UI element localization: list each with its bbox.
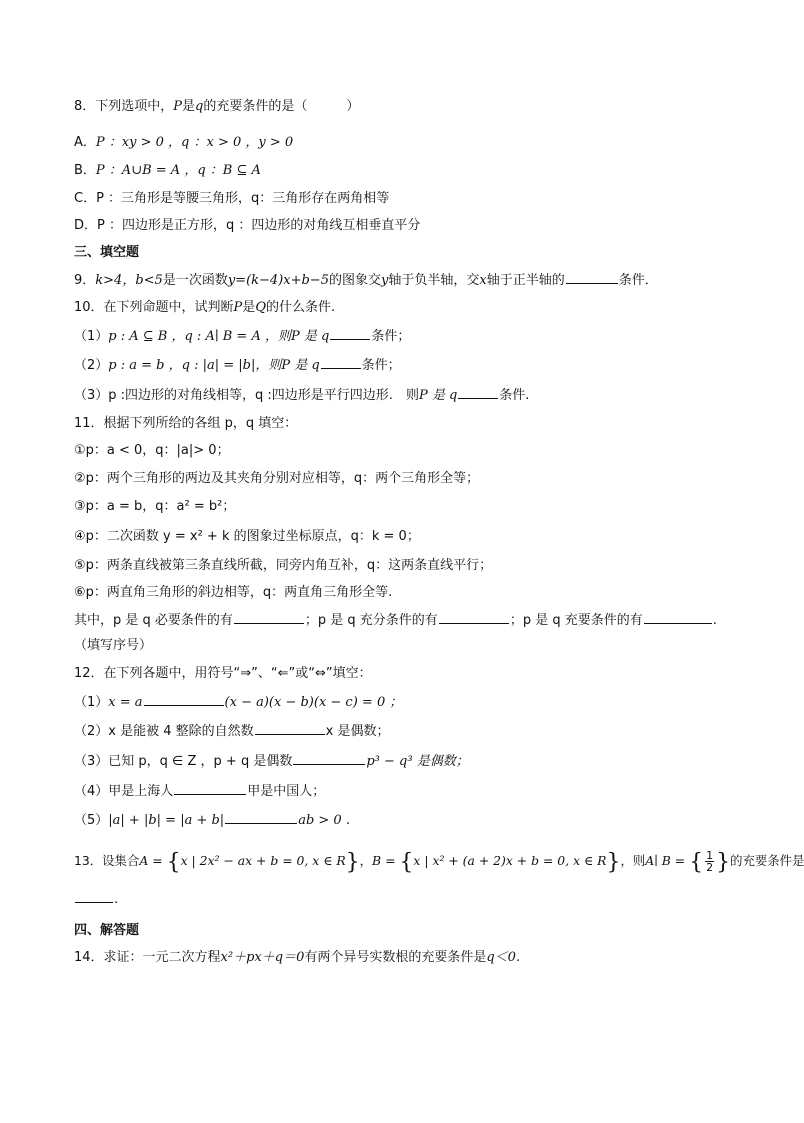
item-left: 已知 p，q ∈ Z ，p + q 是偶数 bbox=[108, 754, 293, 769]
item-number: （2） bbox=[74, 724, 109, 739]
q8-stem-p: P bbox=[173, 99, 183, 114]
q12-item-5 bbox=[74, 811, 350, 830]
option-label: A． bbox=[74, 135, 96, 150]
item-right: p³ − q³ 是偶数； bbox=[366, 754, 469, 769]
q14-line bbox=[74, 949, 520, 967]
q14-condition: q＜0. bbox=[486, 950, 521, 965]
right-brace-icon: } bbox=[606, 850, 621, 875]
summary-end: . bbox=[712, 613, 717, 628]
answer-blank[interactable] bbox=[225, 811, 297, 824]
q10-stem bbox=[74, 299, 335, 317]
q10-stem-text: 10．在下列命题中，试判断 bbox=[74, 300, 234, 315]
item-number: （1） bbox=[74, 695, 109, 710]
item-condition: p : A ⊆ B ，q : A∣ B = A ，则 bbox=[108, 329, 291, 344]
option-label: D． bbox=[74, 218, 98, 233]
answer-blank[interactable] bbox=[330, 327, 370, 340]
q11-item-6 bbox=[74, 584, 392, 602]
q9-formula: y=(k−4)x+b−5 bbox=[227, 273, 329, 288]
q10-item-2 bbox=[74, 356, 401, 375]
summary-text: 其中，p 是 q 必要条件的有 bbox=[74, 613, 233, 628]
answer-blank[interactable] bbox=[644, 611, 712, 624]
item-tail: P 是 q bbox=[418, 388, 458, 403]
item-tail-end: 条件. bbox=[499, 388, 530, 403]
item-condition: p : a = b ，q : |a| = |b|，则 bbox=[108, 358, 282, 373]
q9-text: 的图象交 bbox=[328, 273, 381, 288]
item-tail: P 是 q bbox=[290, 329, 330, 344]
q10-item-1 bbox=[74, 327, 410, 346]
q9-text: 条件． bbox=[618, 273, 658, 288]
option-label: B． bbox=[74, 163, 96, 178]
set-b-body: x | x² + (a + 2)x + b = 0, x ∈ R bbox=[413, 853, 607, 868]
item-left: x = a bbox=[108, 695, 143, 710]
item-left: |a| + |b| = |a + b| bbox=[108, 813, 225, 828]
item-left: 甲是上海人 bbox=[108, 784, 174, 799]
q11-item-5 bbox=[74, 557, 492, 575]
fraction-denominator: 2 bbox=[706, 861, 714, 874]
q9-line bbox=[74, 271, 658, 290]
q13-stem: 13．设集合 bbox=[74, 853, 140, 868]
item-right: x 是偶数； bbox=[325, 724, 390, 739]
q8-stem-q: q bbox=[195, 99, 204, 114]
item-tail-end: 条件； bbox=[371, 329, 411, 344]
q10-end: 的什么条件. bbox=[265, 300, 336, 315]
q10-p: P bbox=[233, 300, 243, 315]
q10-mid: 是 bbox=[242, 300, 256, 315]
summary-text: ；p 是 q 充要条件的有 bbox=[509, 613, 643, 628]
q11-summary bbox=[74, 611, 717, 630]
q9-var-y: y bbox=[380, 273, 389, 288]
q8-stem-end: 的充要条件的是（ ） bbox=[203, 99, 360, 114]
section-heading-fill-in: 三、填空题 bbox=[74, 245, 140, 260]
q12-item-1 bbox=[74, 693, 402, 712]
q11-stem: 11．根据下列所给的各组 p，q 填空： bbox=[74, 416, 298, 431]
item-text: p：两条直线被第三条直线所截，同旁内角互补，q：这两条直线平行； bbox=[85, 558, 493, 573]
q10-item-3 bbox=[74, 386, 529, 405]
q9-text: 是一次函数 bbox=[162, 273, 228, 288]
item-number: （2） bbox=[74, 358, 109, 373]
q12-stem: 12．在下列各题中，用符号“⇒”、“⇐”或“⇔”填空： bbox=[74, 666, 372, 681]
item-condition: p :四边形的对角线相等，q :四边形是平行四边形. 则 bbox=[108, 388, 419, 403]
option-content: P ：A∪B = A ，q ：B ⊆ A bbox=[95, 163, 261, 178]
q13-answer-line bbox=[74, 890, 118, 909]
answer-blank[interactable] bbox=[234, 611, 304, 624]
item-text: p：a < 0，q：|a|> 0； bbox=[85, 443, 230, 458]
item-tail: P 是 q bbox=[281, 358, 320, 373]
q11-item-3 bbox=[74, 498, 235, 516]
q8-option-d bbox=[74, 217, 420, 235]
answer-blank[interactable] bbox=[566, 271, 618, 284]
q8-option-a bbox=[74, 134, 293, 152]
q9-number: 9． bbox=[74, 273, 96, 288]
q10-q: Q bbox=[255, 300, 266, 315]
left-brace-icon: { bbox=[166, 850, 181, 875]
item-text: p：两个三角形的两边及其夹角分别对应相等，q：两个三角形全等； bbox=[85, 471, 480, 486]
set-a-label: A = bbox=[139, 853, 167, 868]
answer-blank[interactable] bbox=[439, 611, 509, 624]
circled-number: ⑤ bbox=[74, 558, 86, 573]
q9-var-x: x bbox=[479, 273, 487, 288]
circled-number: ④ bbox=[74, 529, 86, 544]
answer-blank[interactable] bbox=[174, 782, 246, 795]
q12-item-3 bbox=[74, 752, 469, 771]
circled-number: ① bbox=[74, 443, 86, 458]
item-text: p：二次函数 y = x² + k 的图象过坐标原点，q：k = 0； bbox=[85, 529, 420, 544]
item-left: x 是能被 4 整除的自然数 bbox=[108, 724, 254, 739]
q11-item-2 bbox=[74, 470, 479, 488]
set-b-label: B = bbox=[372, 853, 400, 868]
answer-blank[interactable] bbox=[255, 722, 325, 735]
intersection-expr: A∣ B = bbox=[645, 853, 690, 868]
section-heading-answer: 四、解答题 bbox=[74, 923, 140, 938]
circled-number: ③ bbox=[74, 499, 86, 514]
answer-blank[interactable] bbox=[458, 386, 498, 399]
q9-condition: k>4，b<5 bbox=[95, 273, 163, 288]
circled-number: ⑥ bbox=[74, 585, 86, 600]
item-number: （3） bbox=[74, 754, 109, 769]
item-number: （1） bbox=[74, 329, 109, 344]
set-a-body: x | 2x² − ax + b = 0, x ∈ R bbox=[180, 853, 346, 868]
q14-equation: x²＋px＋q＝0 bbox=[220, 950, 305, 965]
circled-number: ② bbox=[74, 471, 86, 486]
item-text: p：a = b，q：a² = b²； bbox=[85, 499, 236, 514]
right-brace-icon: } bbox=[345, 850, 360, 875]
option-label: C． bbox=[74, 191, 97, 206]
q8-stem-text: 8．下列选项中， bbox=[74, 99, 174, 114]
option-content: P ：三角形是等腰三角形，q：三角形存在两角相等 bbox=[96, 191, 390, 206]
q12-item-4 bbox=[74, 782, 325, 801]
item-right: (x − a)(x − b)(x − c) = 0 ； bbox=[224, 695, 403, 710]
q13-tail: . bbox=[114, 892, 119, 907]
q11-item-4 bbox=[74, 528, 420, 546]
q11-item-1 bbox=[74, 442, 230, 460]
answer-blank[interactable] bbox=[75, 890, 113, 903]
q11-note: （填写序号） bbox=[74, 638, 153, 653]
answer-blank[interactable] bbox=[144, 693, 224, 706]
summary-text: ；p 是 q 充分条件的有 bbox=[304, 613, 438, 628]
fraction-numerator: 1 bbox=[706, 849, 714, 862]
q8-stem-mid: 是 bbox=[182, 99, 196, 114]
q9-text: 轴于正半轴的 bbox=[486, 273, 565, 288]
item-text: p：两直角三角形的斜边相等，q：两直角三角形全等. bbox=[85, 585, 393, 600]
left-brace-icon: { bbox=[399, 850, 414, 875]
q13-sep: ， bbox=[359, 853, 373, 868]
option-content: P ：四边形是正方形，q ：四边形的对角线互相垂直平分 bbox=[97, 218, 421, 233]
item-right: 甲是中国人； bbox=[247, 784, 326, 799]
item-right: ab > 0 . bbox=[298, 813, 350, 828]
q8-option-c bbox=[74, 190, 389, 208]
q13-line bbox=[74, 850, 804, 873]
q12-item-2 bbox=[74, 722, 389, 741]
option-content: P ：xy > 0 ，q ：x > 0 ，y > 0 bbox=[95, 135, 294, 150]
fraction-one-half bbox=[705, 850, 714, 873]
q8-stem bbox=[74, 98, 359, 116]
answer-blank[interactable] bbox=[321, 356, 361, 369]
q8-option-b bbox=[74, 162, 261, 180]
q13-end: 的充要条件是 bbox=[730, 853, 804, 868]
left-brace-icon: { bbox=[689, 850, 704, 875]
item-number: （4） bbox=[74, 784, 109, 799]
right-brace-icon: } bbox=[716, 850, 731, 875]
item-tail-end: 条件； bbox=[361, 358, 401, 373]
item-number: （5） bbox=[74, 813, 109, 828]
item-number: （3） bbox=[74, 388, 109, 403]
q9-text: 轴于负半轴，交 bbox=[388, 273, 480, 288]
answer-blank[interactable] bbox=[293, 752, 365, 765]
q14-text: 14．求证：一元二次方程 bbox=[74, 950, 221, 965]
q14-text: 有两个异号实数根的充要条件是 bbox=[304, 950, 487, 965]
q13-then: ，则 bbox=[620, 853, 646, 868]
